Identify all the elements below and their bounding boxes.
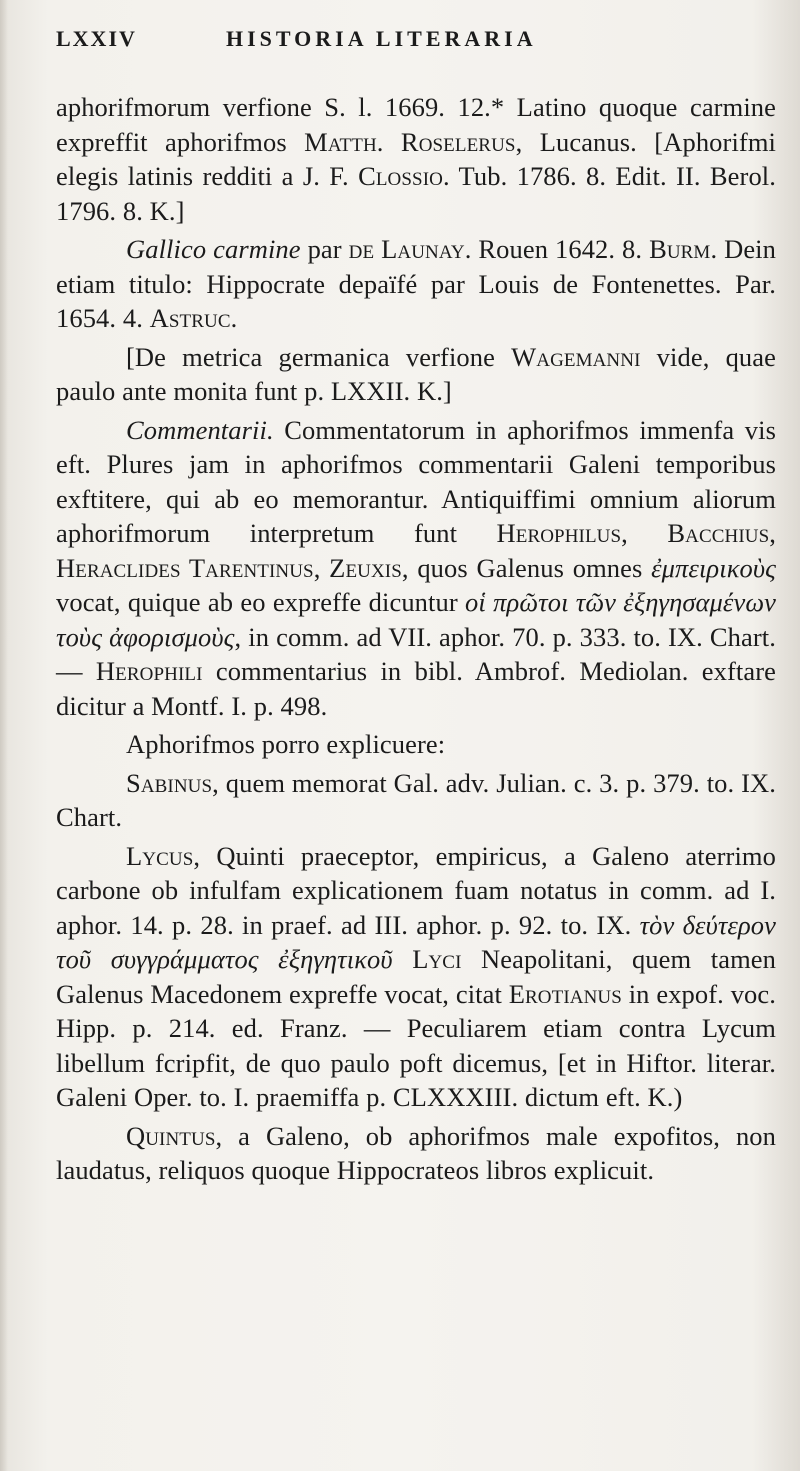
body-text — [56, 90, 776, 1188]
text-span: , — [769, 518, 776, 548]
text-span: Neapolitani, quem tamen Galenus Macedonem expreffe vocat, citat — [56, 944, 776, 1009]
running-title: HISTORIA LITERARIA — [226, 26, 537, 51]
paragraph-p3 — [56, 340, 776, 409]
text-span: Matth. Roselerus — [304, 126, 516, 157]
text-span: Clossio — [358, 161, 443, 191]
text-span: Astruc — [149, 303, 231, 333]
paragraph-p8 — [56, 1119, 776, 1188]
text-span: Heraclides Tarentinus — [56, 552, 314, 583]
text-span: Zeuxis — [329, 552, 402, 583]
paragraph-p7 — [56, 839, 776, 1115]
text-span: , — [313, 552, 330, 583]
text-span: , quos Galenus omnes — [401, 552, 652, 583]
text-span: Quintus — [126, 1120, 216, 1151]
text-span: Sabinus — [126, 767, 213, 798]
text-span: ἐμπειρικοὺς — [651, 552, 777, 583]
text-span: . Dein etiam titulo: Hippocrate depaïfé par Louis de Fontenettes. Par. 1654. 4. — [56, 234, 776, 333]
text-span: , in comm. ad VII. aphor. 70. p. 333. to. IX. Chart. — — [56, 621, 776, 686]
text-span: de Launay — [348, 234, 465, 264]
text-span: Lycus — [126, 840, 194, 871]
text-span: commentarius in bibl. Ambrof. Mediolan. exftare dicitur a Montf. I. p. 498. — [56, 656, 776, 721]
text-span: , — [621, 518, 668, 548]
text-span: . Rouen 1642. 8. — [464, 234, 650, 264]
text-span: οἱ πρῶτοι τῶν ἐξηγησαμένων τοὺς ἀφορισμοὺς — [56, 587, 776, 652]
running-head — [56, 26, 776, 66]
text-span: vide, quae paulo ante monita funt p. LXXII. K.] — [56, 341, 777, 406]
text-span: . Tub. 1786. 8. Edit. II. Berol. 1796. 8. K.] — [56, 161, 776, 226]
text-span: Commentarii. — [126, 414, 274, 445]
page-edge-shadow — [0, 0, 8, 1471]
text-span: Lyci — [412, 944, 462, 974]
text-span: , Quinti praeceptor, empiricus, a Galeno aterrimo carbone ob infulfam explicationem fuam notatus in comm. ad I. aphor. 14. p. 28. in praef. ad III. aphor. p. 92. to. IX. — [56, 840, 776, 940]
text-span: , Lucanus. [Aphorifmi elegis latinis redditi a J. F. — [56, 126, 777, 191]
paragraph-p6 — [56, 766, 776, 835]
page-number: LXXIV — [56, 26, 137, 51]
text-span: vocat, quique ab eo expreffe dicuntur — [56, 587, 466, 617]
paragraph-p5 — [56, 727, 776, 762]
text-span: Erotianus — [508, 978, 622, 1009]
text-span: aphorifmorum verfione S. l. 1669. 12.* Latino quoque carmine expreffit aphorifmos — [56, 92, 776, 157]
paragraph-p4 — [56, 413, 776, 724]
text-span: Aphorifmos porro explicuere: — [126, 729, 446, 759]
text-span: τὸν δεύτερον τοῦ συγγράμματος ἐξηγητικοῦ — [56, 909, 776, 974]
text-span: Burm — [649, 234, 711, 264]
text-span: Commentatorum in aphorifmos immenfa vis eft. Plures jam in aphorifmos commentarii Galeni temporibus exftitere, qui ab eo memorantur. Antiquiffimi omnium aliorum aphorifmorum interpretum funt — [56, 414, 776, 548]
text-span: , a Galeno, ob aphorifmos male expofitos, non laudatus, reliquos quoque Hippocrateos libros explicuit. — [56, 1120, 776, 1185]
text-span: Herophili — [95, 656, 203, 686]
text-span: Gallico carmine — [126, 234, 301, 264]
text-span: . — [230, 303, 238, 333]
paragraph-p2 — [56, 232, 776, 336]
text-span: Bacchius — [667, 518, 770, 548]
text-span: , quem memorat Gal. adv. Julian. c. 3. p. 379. to. IX. Chart. — [56, 767, 776, 832]
text-span: in expof. voc. Hipp. p. 214. ed. Franz. — Peculiarem etiam contra Lycum libellum fcripfit, de quo paulo poft dicemus, [et in Hiftor. literar. Galeni Oper. to. I. praemiffa p. CLXXXIII. dictum eft. K.) — [56, 978, 776, 1112]
text-span: par — [300, 234, 349, 264]
text-span: Herophilus — [496, 518, 622, 548]
paragraph-p1 — [56, 90, 776, 228]
text-span: [De metrica germanica verfione — [126, 341, 512, 372]
text-span — [393, 944, 413, 974]
text-span: Wagemanni — [511, 341, 641, 372]
